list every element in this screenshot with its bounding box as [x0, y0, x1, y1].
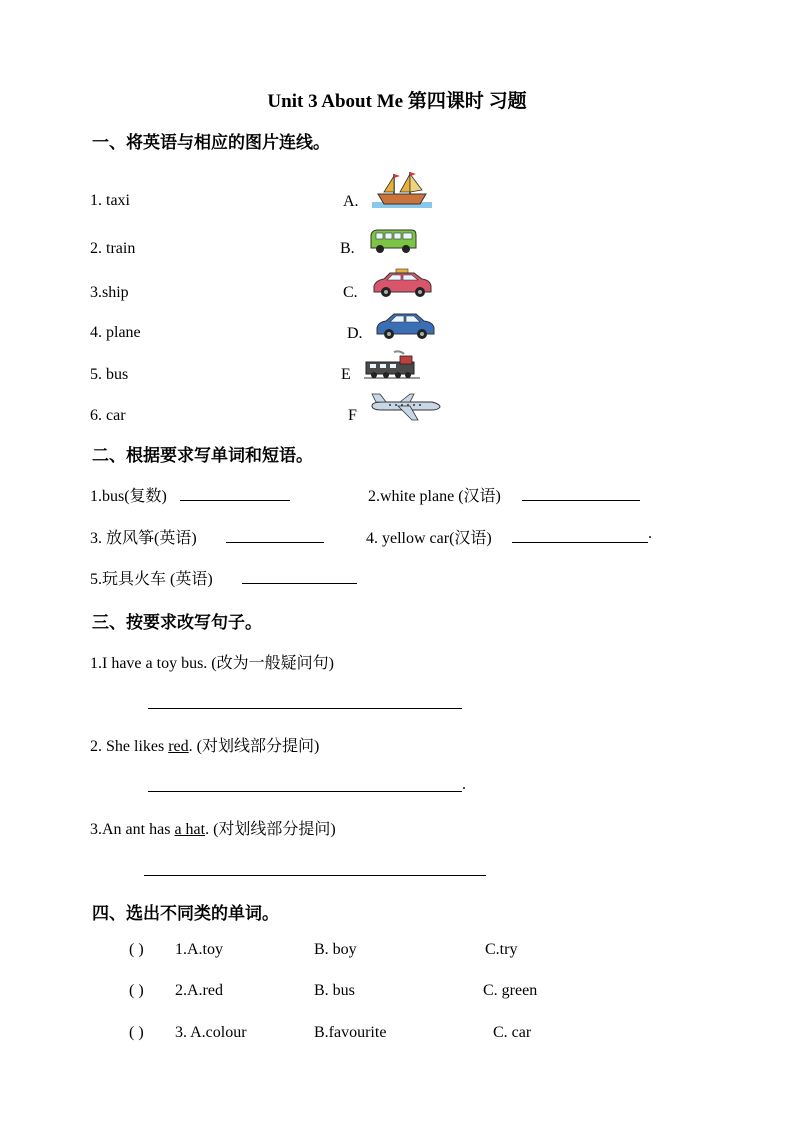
option-c: C. green [483, 982, 538, 999]
letter-a: A. [343, 193, 359, 210]
word-taxi: 1. taxi [90, 192, 130, 209]
answer-line[interactable] [226, 542, 324, 543]
answer-paren[interactable]: ( ) [129, 982, 144, 999]
section-2-heading: 二、根据要求写单词和短语。 [92, 446, 313, 465]
answer-line[interactable] [148, 791, 462, 792]
page-title: Unit 3 About Me 第四课时 习题 [267, 91, 527, 112]
answer-line[interactable] [148, 708, 462, 709]
option-c: C.try [485, 941, 518, 958]
train-picture [364, 350, 420, 382]
period: . [648, 525, 652, 542]
q2-1-text: 1.bus(复数) [90, 488, 167, 505]
answer-paren[interactable]: ( ) [129, 941, 144, 958]
q3-1-text: 1.I have a toy bus. (改为一般疑问句) [90, 655, 334, 672]
letter-e: E [341, 366, 351, 383]
option-b: B. bus [314, 982, 355, 999]
word-train: 2. train [90, 240, 136, 257]
option-a: 1.A.toy [175, 941, 223, 958]
word-bus: 5. bus [90, 366, 129, 383]
word-ship: 3.ship [90, 284, 129, 301]
underlined-phrase: a hat [174, 821, 206, 838]
answer-line[interactable] [180, 500, 290, 501]
letter-d: D. [347, 325, 363, 342]
option-c: C. car [493, 1024, 532, 1041]
q2-4-text: 4. yellow car(汉语) [366, 530, 492, 547]
plane-picture [368, 392, 442, 422]
letter-b: B. [340, 240, 355, 257]
bus-picture [368, 226, 418, 256]
answer-line[interactable] [512, 542, 648, 543]
option-b: B.favourite [314, 1024, 387, 1041]
option-a: 2.A.red [175, 982, 223, 999]
taxi-picture [370, 268, 434, 300]
letter-f: F [348, 407, 357, 424]
letter-c: C. [343, 284, 358, 301]
section-4-heading: 四、选出不同类的单词。 [92, 904, 279, 923]
answer-line[interactable] [522, 500, 640, 501]
answer-paren[interactable]: ( ) [129, 1024, 144, 1041]
option-b: B. boy [314, 941, 357, 958]
section-1-heading: 一、将英语与相应的图片连线。 [92, 133, 330, 152]
q2-5-text: 5.玩具火车 (英语) [90, 571, 213, 588]
section-3-heading: 三、按要求改写句子。 [92, 613, 262, 632]
car-picture [374, 310, 436, 342]
word-plane: 4. plane [90, 324, 141, 341]
ship-picture [372, 168, 432, 210]
q2-2-text: 2.white plane (汉语) [368, 488, 501, 505]
q3-3-text: 3.An ant has a hat. (对划线部分提问) [90, 821, 336, 838]
underlined-word: red [168, 738, 189, 755]
option-a: 3. A.colour [175, 1024, 247, 1041]
period: . [462, 776, 466, 793]
q3-2-text: 2. She likes red. (对划线部分提问) [90, 738, 320, 755]
answer-line[interactable] [144, 875, 486, 876]
answer-line[interactable] [242, 583, 357, 584]
q2-3-text: 3. 放风筝(英语) [90, 530, 197, 547]
word-car: 6. car [90, 407, 126, 424]
